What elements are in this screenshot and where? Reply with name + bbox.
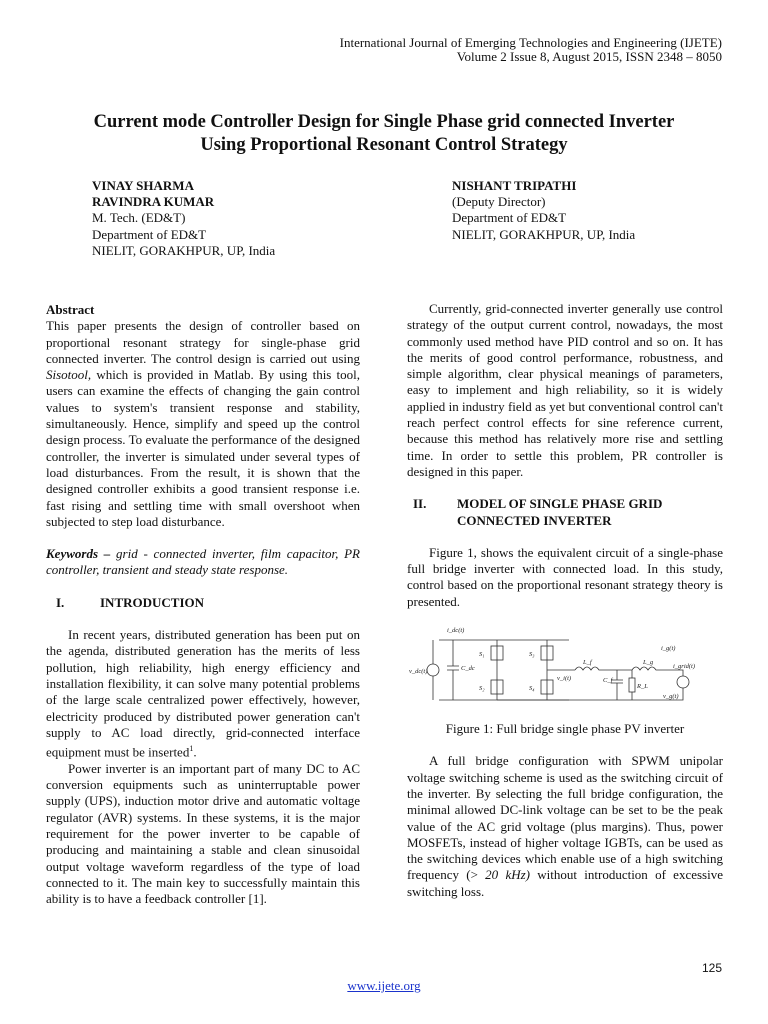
author-degree: M. Tech. (ED&T) — [92, 210, 186, 226]
intro-paragraph-1-end: . — [193, 744, 197, 760]
footnote-marker: 1 — [189, 744, 194, 754]
authors-right-block — [452, 178, 635, 243]
author-organization-2: NIELIT, GORAKHPUR, UP, India — [452, 226, 636, 242]
label-s3: S₃ — [529, 651, 535, 659]
dc-source — [427, 664, 439, 676]
right-paragraph-2: Figure 1, shows the equivalent circuit of a single-phase full bridge inverter with connected load. In this study, control based on the proportional resonant strategy theory is presented. — [407, 544, 723, 609]
right-paragraph-3-text: A full bridge configuration with SPWM unipolar voltage switching scheme is used as the switching circuit of the inverter. By selecting the full bridge configuration, the minimal allowed DC-link voltage can be set to be the peak value of the AC grid voltage (plus margins). Thus, power MOSFETs, instead of higher voltage IGBTs, can be used as the switching devices which enable use of a high switching frequency (> — [407, 753, 723, 883]
section-number-2: II. — [413, 496, 427, 512]
label-igrid: i_grid(t) — [673, 663, 696, 671]
section-title-2 — [457, 496, 662, 529]
label-cdc: C_dc — [461, 665, 475, 673]
capacitor-cf — [611, 670, 623, 700]
title-line-1: Current mode Controller Design for Single Phase grid connected Inverter — [93, 112, 675, 132]
label-s4: S₄ — [529, 685, 535, 693]
paper-title — [40, 111, 728, 157]
abstract-tool-name: Sisotool, — [46, 367, 92, 383]
inductor-lg — [632, 667, 679, 670]
page-number: 125 — [701, 961, 722, 975]
right-paragraph-1: Currently, grid-connected inverter generally use control strategy of the output current control, nowadays, the most commonly used method have PID control and so on. It has the merits of good control performance, robustness, and simple algorithm, clear physical meanings of parameters, easy to implement and high reliability, so it is widely applied in industry field as yet but conventional control can't reach perfect control effects for sine reference current, because this method has relatively more rise and settling time. In order to settle this problem, PR controller is designed in this paper. — [407, 301, 723, 479]
load-branch — [617, 670, 632, 700]
section-heading-introduction — [46, 595, 360, 611]
author-name-1: VINAY SHARMA — [92, 178, 194, 193]
abstract-text-part-2: which is provided in Matlab. By using this tool, users can examine the effects of changing the gain control values to system's transient response and stability, simultaneously. Hence, simplify and speed up the control design process. To evaluate the performance of the designed controller, the inverter is simulated under several types of load disturbances. From the result, it is shown that the designed controller exhibits a good transient response i.e. fast rising and settling time with small overshoot when subjected to step load disturbance. — [46, 367, 360, 529]
label-lg: L_g — [643, 659, 654, 667]
abstract-heading: Abstract — [46, 302, 95, 317]
section-title-2-line-1: MODEL OF SINGLE PHASE GRID — [457, 496, 663, 512]
section-title-2-line-2: CONNECTED INVERTER — [457, 512, 612, 528]
author-department: Department of ED&T — [92, 226, 207, 242]
section-number-1: I. — [56, 594, 65, 610]
abstract-text-part-1: This paper presents the design of controller based on proportional resonant strategy for single-phase grid connected inverter. The control design is carried out using — [46, 318, 360, 366]
author-name-2: RAVINDRA KUMAR — [92, 194, 215, 210]
author-organization: NIELIT, GORAKHPUR, UP, India — [92, 242, 276, 258]
authors-left-block — [92, 178, 275, 259]
abstract-text — [46, 318, 360, 530]
right-paragraph-3 — [407, 753, 723, 900]
intro-paragraph-1-text: In recent years, distributed generation has been put on the agenda, distributed generation has the merits of less pollution, high reliability, high energy efficiency and installation flexibility, it can solve many potential problems of the large scale centralized power effectively, however, electricity produced by distributed power generation can't supply to AC load directly, grid-connected interface equipment must be inserted — [46, 627, 360, 760]
keywords-label: Keywords – — [46, 546, 111, 562]
left-column — [46, 302, 360, 907]
inductor-lf — [575, 667, 617, 670]
resistor-rl — [629, 678, 635, 692]
keywords-text: grid - connected inverter, film capacitor, PR controller, transient and steady state response. — [46, 546, 361, 578]
journal-volume: Volume 2 Issue 8, August 2015, ISSN 2348 – 8050 — [456, 49, 722, 64]
label-s2: S₂ — [479, 685, 485, 693]
intro-paragraph-2: Power inverter is an important part of many DC to AC conversion equipments such as uninterruptable power supply (UPS), induction motor drive and automatic voltage regulator (AVR) systems. In these systems, it is the major requirement for the power inverter to be capable of producing and maintaining a stable and clean sinusoidal output voltage waveform regardless of the type of load connected to it. The main key to successfully maintain this ability is to have a feedback controller [1]. — [46, 760, 360, 907]
label-s1: S₁ — [479, 651, 485, 659]
author-name-3: NISHANT TRIPATHI — [452, 178, 577, 193]
section-title-1: INTRODUCTION — [100, 594, 205, 610]
right-column — [407, 301, 723, 900]
author-department-2: Department of ED&T — [452, 210, 567, 226]
switching-frequency: 20 kHz) — [485, 867, 530, 883]
label-vg: v_g(t) — [663, 693, 679, 701]
journal-header — [340, 36, 722, 64]
label-lf: L_f — [583, 659, 592, 667]
full-bridge-inverter-figure — [407, 620, 707, 715]
label-ig: i_g(t) — [661, 645, 676, 653]
return-path — [497, 670, 683, 700]
label-idc: i_dc(t) — [447, 627, 465, 635]
grid-source — [677, 676, 689, 688]
label-cf: C_f — [603, 677, 613, 685]
intro-paragraph-1 — [46, 627, 360, 761]
keywords — [46, 546, 360, 579]
website-link[interactable]: www.ijete.org — [347, 978, 421, 993]
label-vi: v_i(t) — [557, 675, 572, 683]
journal-name: International Journal of Emerging Technologies and Engineering (IJETE) — [339, 35, 722, 50]
footer — [0, 978, 768, 994]
title-line-2: Using Proportional Resonant Control Strategy — [200, 135, 568, 155]
right-paragraph-3-end: without introduction of excessive switching loss. — [407, 867, 723, 899]
section-heading-model — [407, 496, 723, 529]
author-role: (Deputy Director) — [452, 194, 546, 210]
label-vdc: v_dc(t) — [409, 668, 428, 676]
dc-capacitor — [447, 640, 459, 700]
label-rl: R_L — [637, 683, 648, 691]
figure-caption: Figure 1: Full bridge single phase PV inverter — [445, 721, 685, 737]
